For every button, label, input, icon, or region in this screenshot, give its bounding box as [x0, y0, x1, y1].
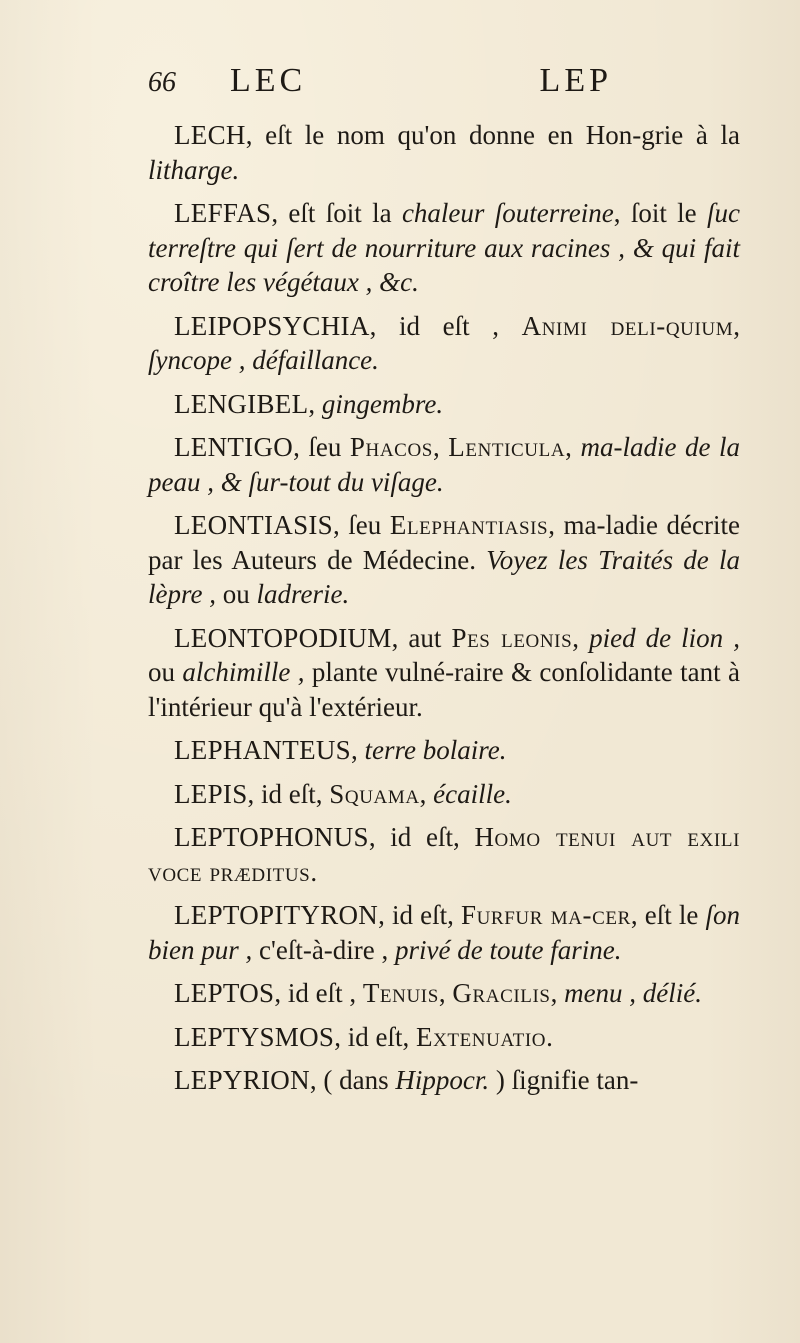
entry-italic: pied de lion ,: [589, 622, 740, 653]
entry-italic: Hippocr.: [395, 1065, 490, 1095]
entry-small-caps: Pes leonis: [451, 622, 573, 653]
entry-small-caps: Furfur ma-cer: [461, 900, 631, 930]
entry-text: ,: [438, 978, 453, 1008]
entry-leontiasis: [148, 508, 740, 612]
entry-lentigo: [148, 430, 740, 499]
headword: LEONTIASIS: [174, 510, 333, 540]
entry-small-caps: Squama: [329, 778, 420, 809]
entry-text: ou: [215, 579, 257, 609]
entry-small-caps: Phacos: [349, 432, 433, 462]
entry-text: , ſeu: [293, 432, 350, 462]
dictionary-entries: [148, 118, 740, 1098]
entry-italic: alchimille ,: [182, 657, 305, 687]
headword: LEPTYSMOS: [174, 1021, 335, 1052]
entry-lech: [148, 118, 740, 187]
entry-text: plante vulné-raire & conſolidante tant à l'intérieur qu'à l'extérieur.: [148, 657, 740, 722]
entry-italic: terre bolaire.: [364, 735, 507, 765]
entry-text: , id eſt,: [368, 822, 475, 852]
header-right-guideword: LEP: [539, 62, 612, 99]
entry-small-caps: Elephantiasis: [389, 510, 549, 540]
entry-small-caps: Animi deli-quium: [521, 310, 734, 341]
running-header: [148, 62, 740, 116]
entry-text: ,: [572, 622, 590, 653]
headword: LEPTOPITYRON: [174, 900, 379, 930]
entry-leffas: [148, 196, 740, 300]
headword: LENGIBEL: [174, 388, 309, 419]
entry-italic: ladrerie.: [256, 579, 350, 609]
entry-text: ,: [308, 388, 322, 419]
entry-italic: ſyncope , défaillance.: [148, 345, 379, 375]
entry-text: , eſt le nom qu'on donne en Hon-grie à la: [245, 120, 740, 150]
entry-text: ,: [565, 432, 581, 462]
entry-text: , id eſt,: [378, 900, 461, 930]
headword: LECH: [174, 120, 246, 150]
entry-text: ,: [432, 432, 449, 462]
entry-lepis: [148, 777, 740, 812]
entry-leontopodium: [148, 621, 740, 725]
entry-italic: Voyez les Traités de la lèpre ,: [148, 544, 741, 609]
entry-text: ,: [419, 778, 434, 809]
entry-text: , ( dans: [309, 1065, 396, 1095]
entry-text: c'eſt-à-dire ,: [252, 934, 396, 965]
entry-text: ,: [351, 735, 365, 765]
entry-text: , eſt le: [630, 900, 706, 930]
entry-italic: gingembre.: [321, 388, 444, 419]
entry-text: , aut: [391, 622, 452, 653]
entry-italic: menu , délié.: [564, 978, 703, 1008]
entry-leptopityron: [148, 898, 740, 967]
entry-italic: litharge.: [148, 154, 240, 185]
headword: LEPTOS: [174, 978, 275, 1008]
entry-small-caps: Homo tenui aut exili voce præditus.: [148, 822, 740, 887]
headword: LEPTOPHONUS: [174, 822, 369, 852]
entry-lepyrion: [148, 1063, 740, 1098]
entry-leptos: [148, 976, 740, 1011]
entry-text: , ſeu: [333, 510, 390, 540]
entry-text: ou: [148, 657, 183, 687]
header-left-guideword: LEC: [230, 62, 307, 99]
entry-text: , id eſt ,: [369, 310, 522, 341]
headword: LENTIGO: [174, 432, 294, 462]
entry-italic: ſon bien pur ,: [148, 900, 740, 965]
entry-lengibel: [148, 387, 740, 422]
entry-italic: ma-ladie de la peau , & ſur-tout du viſage.: [148, 432, 741, 497]
entry-italic: ſuc terreſtre qui ſert de nourriture aux racines , & qui fait croître les végétaux , &c.: [148, 198, 740, 297]
entry-text: , id eſt,: [334, 1021, 416, 1052]
entry-text: , id eſt ,: [274, 978, 363, 1008]
entry-text: , ſoit le: [613, 198, 707, 228]
headword: LEPHANTEUS: [174, 735, 351, 765]
entry-leptophonus: [148, 820, 740, 889]
entry-small-caps: Tenuis: [362, 978, 439, 1008]
headword: LEPYRION: [174, 1065, 310, 1095]
headword: LEPIS: [174, 778, 248, 809]
headword: LEFFAS: [174, 198, 272, 228]
entry-text: ,: [733, 310, 740, 341]
entry-text: ,: [550, 978, 565, 1008]
entry-italic: chaleur ſouterreine: [401, 198, 614, 228]
entry-leipopsychia: [148, 309, 740, 378]
entry-text: ) ſignifie tan-: [489, 1065, 639, 1095]
entry-leptysmos: [148, 1020, 740, 1055]
entry-italic: privé de toute farine.: [395, 934, 622, 965]
entry-small-caps: Extenuatio.: [415, 1021, 554, 1052]
headword: LEIPOPSYCHIA: [174, 310, 370, 341]
entry-text: , eſt ſoit la: [271, 198, 402, 228]
entry-small-caps: Gracilis: [452, 978, 551, 1008]
entry-text: , ma-ladie décrite par les Auteurs de Médecine.: [148, 510, 740, 575]
entry-small-caps: Lenticula: [448, 432, 566, 462]
entry-lephanteus: [148, 733, 740, 768]
entry-italic: écaille.: [433, 778, 512, 809]
headword: LEONTOPODIUM: [174, 622, 392, 653]
page-number: 66: [148, 67, 176, 98]
entry-text: , id eſt,: [247, 778, 330, 809]
